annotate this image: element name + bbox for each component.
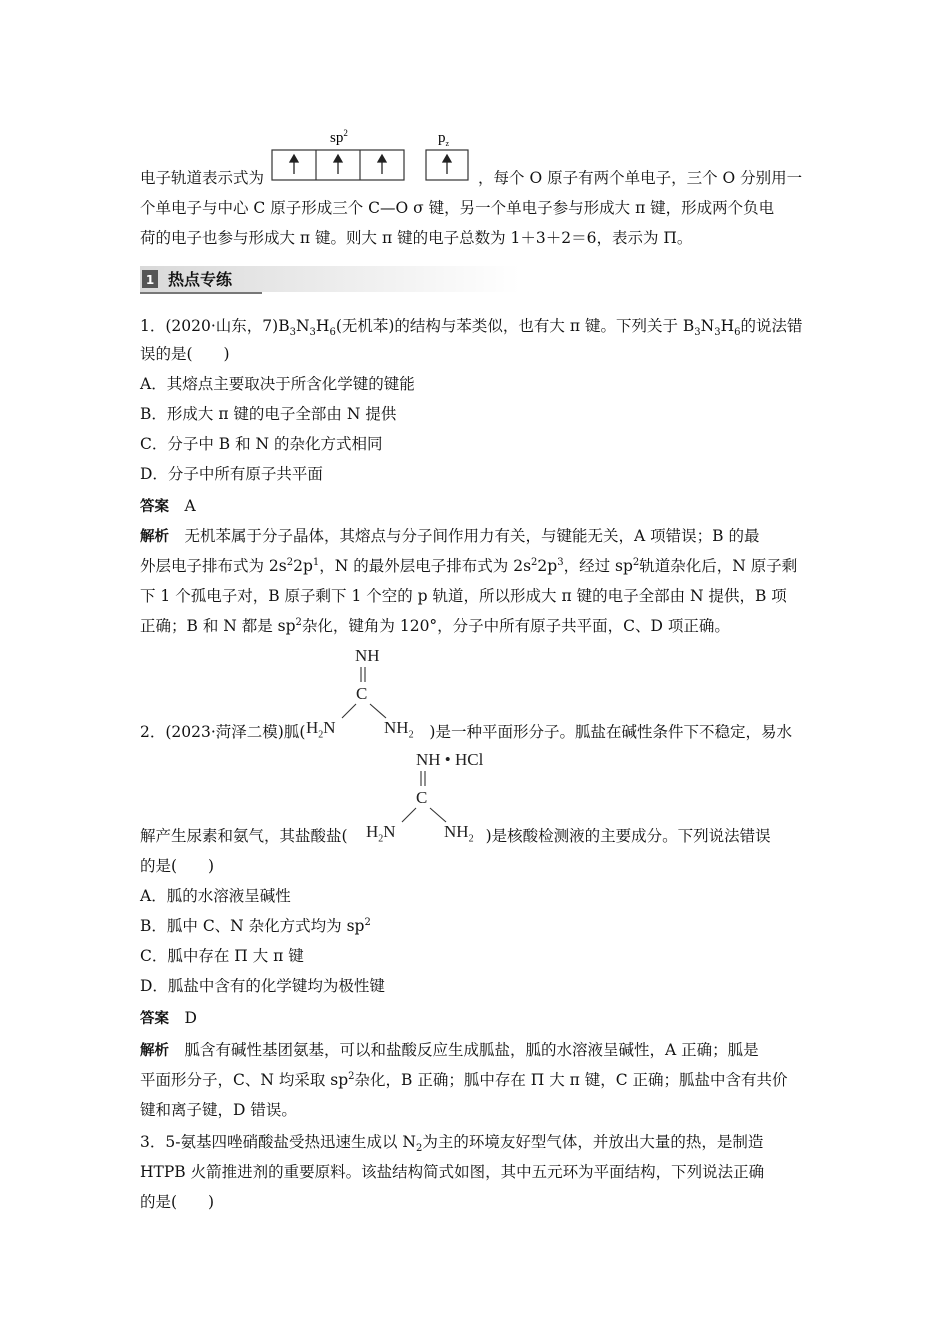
intro-line-2: 个单电子与中心 C 原子形成三个 C—O σ 键，另一个单电子参与形成大 π 键，形成两个负电 bbox=[140, 199, 775, 217]
q2-analysis-line-2: 平面形分子，C、N 均采取 $sp^2$杂化，B 正确；胍中存在 Π 大 π 键，C 正确；胍盐中含有共价 bbox=[140, 1070, 788, 1089]
q1-stem-line-2: 误的是( ) bbox=[140, 345, 230, 363]
section-title: 热点专练 bbox=[168, 270, 233, 289]
q2-answer: 答案 D bbox=[140, 1009, 197, 1027]
q1-option-c: C．分子中 B 和 N 的杂化方式相同 bbox=[140, 435, 383, 453]
q2-option-d: D．胍盐中含有的化学键均为极性键 bbox=[140, 977, 385, 995]
q2-stem: 2．(2023·菏泽二模)胍( )是一种平面形分子。胍盐在碱性条件下不稳定，易水 bbox=[140, 723, 792, 741]
q2-stem-line-3: 的是( ) bbox=[140, 857, 215, 875]
q1-analysis-line-2: 外层电子排布式为 $2s^22p^1$，N 的最外层电子排布式为 $2s^22p^3$，经过 $sp^2$轨道杂化后，N 原子剩 bbox=[140, 556, 798, 575]
pz-label: $p_z$ bbox=[438, 130, 450, 148]
q2-analysis-line-3: 键和离子键，D 错误。 bbox=[140, 1101, 297, 1119]
q2-option-a: A．胍的水溶液呈碱性 bbox=[140, 887, 291, 905]
q2-stem-line-2: 解产生尿素和氨气，其盐酸盐( )是核酸检测液的主要成分。下列说法错误 bbox=[140, 827, 771, 845]
guanidine-hydrochloride-structure: NH • HCl C $H_2N$ $NH_2$ bbox=[366, 750, 484, 845]
intro-line-1: 电子轨道表示式为 ，每个 O 原子有两个单电子，三个 O 分别用一 bbox=[140, 169, 803, 187]
q1-answer: 答案 A bbox=[140, 497, 196, 515]
q3-stem-line-2: HTPB 火箭推进剂的重要原料。该盐结构简式如图，其中五元环为平面结构，下列说法正确 bbox=[140, 1163, 765, 1181]
intro-line-3: 荷的电子也参与形成大 π 键。则大 π 键的电子总数为 1＋3＋2＝6，表示为 Π。 bbox=[140, 229, 693, 247]
q1-option-a: A．其熔点主要取决于所含化学键的键能 bbox=[140, 375, 415, 393]
q3-stem-line-3: 的是( ) bbox=[140, 1193, 215, 1211]
q3-stem: 3．5-氨基四唑硝酸盐受热迅速生成以 $N_2$为主的环境友好型气体，并放出大量的热，是制造 bbox=[140, 1133, 764, 1155]
q1-analysis-line-3: 下 1 个孤电子对，B 原子剩下 1 个空的 p 轨道，所以形成大 π 键的电子全部由 N 提供，B 项 bbox=[140, 587, 787, 605]
q1-option-b: B．形成大 π 键的电子全部由 N 提供 bbox=[140, 405, 397, 423]
q2-analysis-line-1: 解析 胍含有碱性基团氨基，可以和盐酸反应生成胍盐，胍的水溶液呈碱性，A 正确；胍是 bbox=[140, 1041, 759, 1059]
guanidine-structure: NH C $H_2N$ $NH_2$ bbox=[306, 646, 414, 741]
q1-stem: 1．(2020·山东，$7)B_3N_3H_6$(无机苯)的结构与苯类似，也有大 π 键。下列关于 $B_3N_3H_6$的说法错 bbox=[140, 317, 803, 339]
sp2-label: $sp^2$ bbox=[330, 128, 348, 146]
svg-text:1: 1 bbox=[145, 273, 155, 287]
q2-option-c: C．胍中存在 Π 大 π 键 bbox=[140, 947, 304, 965]
q1-option-d: D．分子中所有原子共平面 bbox=[140, 465, 323, 483]
q2-option-b: B．胍中 C、N 杂化方式均为 $sp^2$ bbox=[140, 916, 371, 935]
q1-analysis-line-1: 解析 无机苯属于分子晶体，其熔点与分子间作用力有关，与键能无关，A 项错误；B 的最 bbox=[140, 527, 760, 545]
q1-analysis-line-4: 正确；B 和 N 都是 $sp^2$杂化，键角为 120°，分子中所有原子共平面，C、D 项正确。 bbox=[140, 616, 730, 635]
